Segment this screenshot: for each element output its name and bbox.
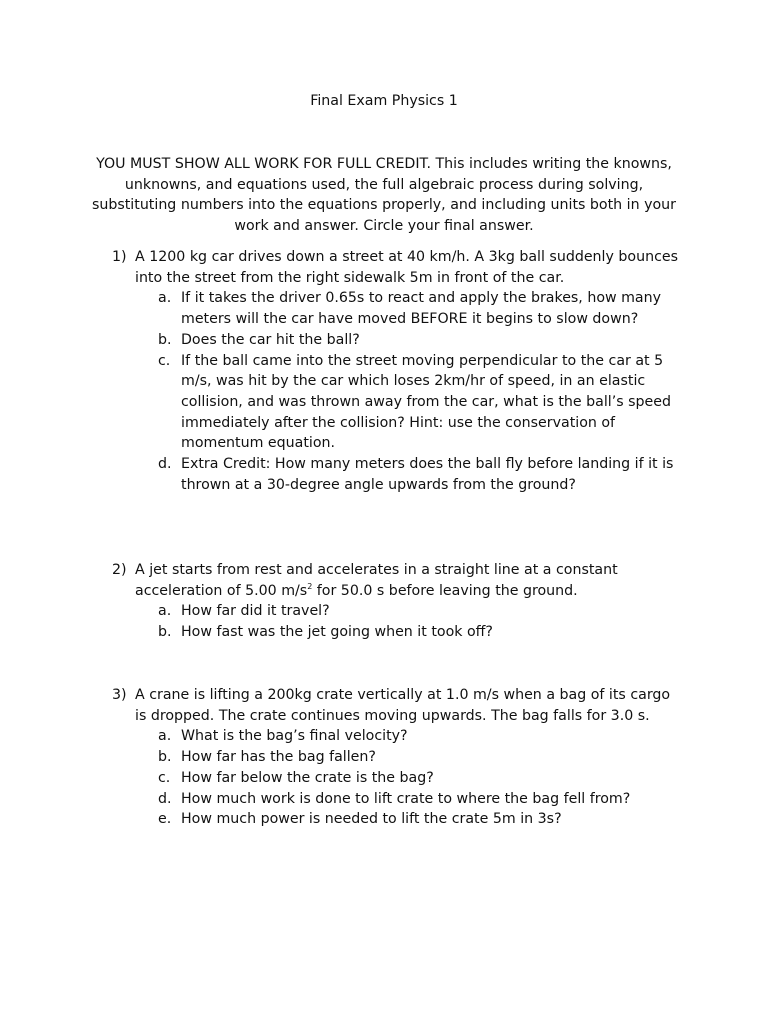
- part-letter: a.: [158, 290, 172, 307]
- question-part: [158, 809, 682, 830]
- part-letter: e.: [158, 811, 172, 828]
- part-letter: b.: [158, 624, 172, 641]
- part-letter: a.: [158, 603, 172, 620]
- part-text: Extra Credit: How many meters does the ball fly before landing if it is thrown at a 30-degree angle upwards from the ground?: [181, 456, 674, 493]
- part-text: How much power is needed to lift the crate 5m in 3s?: [181, 811, 562, 828]
- part-letter: d.: [158, 790, 172, 807]
- question-text-after: for 50.0 s before leaving the ground.: [312, 582, 578, 599]
- question-part: [158, 351, 682, 455]
- part-letter: b.: [158, 749, 172, 766]
- part-text: How much work is done to lift crate to where the bag fell from?: [181, 790, 631, 807]
- part-text: If it takes the driver 0.65s to react and apply the brakes, how many meters will the car have moved BEFORE it begins to slow down?: [181, 290, 662, 328]
- part-text: What is the bag’s final velocity?: [181, 728, 408, 745]
- part-letter: d.: [158, 456, 172, 473]
- question-part: [158, 288, 682, 329]
- question-text: A 1200 kg car drives down a street at 40 km/h. A 3kg ball suddenly bounces into the street from the right sidewalk 5m in front of the car.: [135, 249, 678, 286]
- question-number: 2): [112, 562, 127, 578]
- question-part: [158, 454, 682, 495]
- page-title: Final Exam Physics 1: [310, 93, 458, 109]
- question-number: 1): [112, 249, 127, 265]
- part-text: How fast was the jet going when it took off?: [181, 624, 493, 641]
- superscript-exponent: 2: [307, 581, 313, 591]
- question-part: [158, 768, 682, 789]
- question-text: [135, 560, 682, 601]
- question-2: [112, 560, 682, 643]
- question-part: [158, 726, 682, 747]
- question-parts: [112, 288, 682, 495]
- part-letter: c.: [158, 769, 171, 786]
- part-text: How far has the bag fallen?: [181, 749, 376, 766]
- part-text: How far below the crate is the bag?: [181, 769, 434, 786]
- question-part: [158, 601, 682, 622]
- question-parts: [112, 601, 682, 642]
- part-text: How far did it travel?: [181, 603, 330, 620]
- question-stem: [112, 560, 682, 601]
- instructions-paragraph: YOU MUST SHOW ALL WORK FOR FULL CREDIT. This includes writing the knowns, unknowns, and equations used, the full algebraic process during solving, substituting numbers into the equations properly, and including units both in your work and answer. Circle your final answer.: [91, 156, 677, 235]
- question-3: [112, 685, 682, 830]
- question-text: A crane is lifting a 200kg crate vertically at 1.0 m/s when a bag of its cargo is dropped. The crate continues moving upwards. The bag falls for 3.0 s.: [135, 687, 671, 724]
- question-part: [158, 330, 682, 351]
- question-part: [158, 747, 682, 768]
- question-part: [158, 622, 682, 643]
- question-stem: [112, 247, 682, 288]
- question-parts: [112, 726, 682, 830]
- question-text-before: A jet starts from rest and accelerates in a straight line at a constant acceleration of 5.00 m/s: [135, 562, 618, 599]
- part-letter: c.: [158, 352, 171, 369]
- part-text: Does the car hit the ball?: [181, 331, 360, 348]
- part-letter: a.: [158, 728, 172, 745]
- part-text: If the ball came into the street moving perpendicular to the car at 5 m/s, was hit by the car which loses 2km/hr of speed, in an elastic collision, and was thrown away from the car, what is the ball’s speed immediately after the collision? Hint: use the conservation of momentum equation.: [181, 352, 672, 452]
- question-part: [158, 789, 682, 810]
- question-1: [112, 247, 682, 495]
- question-stem: [112, 685, 682, 726]
- part-letter: b.: [158, 331, 172, 348]
- question-number: 3): [112, 687, 127, 703]
